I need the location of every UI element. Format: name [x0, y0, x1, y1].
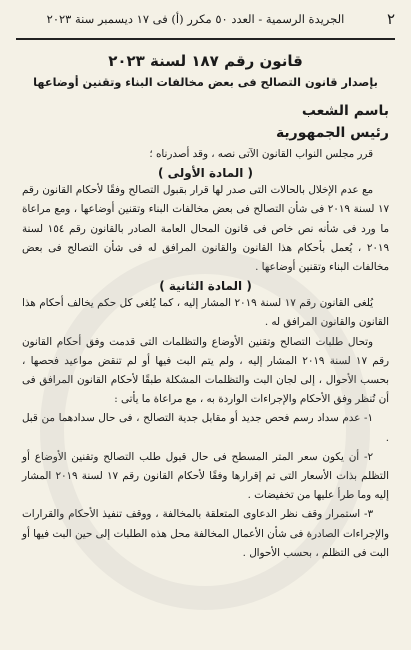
preamble: قرر مجلس النواب القانون الآتى نصه ، وقد أصدرناه ؛ — [149, 148, 373, 160]
law-subtitle: بإصدار قانون التصالح فى بعض مخالفات البناء وتقنين أوضاعها — [33, 76, 378, 89]
header-text: الجريدة الرسمية - العدد ٥٠ مكرر (أ) فى ١٧ ديسمبر سنة ٢٠٢٣ — [46, 12, 345, 26]
issuer-line-president: رئيس الجمهورية — [275, 125, 389, 141]
page-number: ٢ — [386, 10, 395, 28]
law-title: قانون رقم ١٨٧ لسنة ٢٠٢٣ — [108, 52, 303, 70]
article-2-item-2: ٢- أن يكون سعر المتر المسطح فى حال قبول طلب التصالح وتقنين الأوضاع أو التظلم بذات الأسعار التى تم إقرارها وفقًا لأحكام القانون رقم ١٧ لسنة ٢٠١٩ المشار إليه وما طرأ عليها من تخفيضات . — [22, 450, 389, 502]
article-1-heading: ( المادة الأولى ) — [157, 166, 254, 181]
article-2-item-3: ٣- استمرار وقف نظر الدعاوى المتعلقة بالمخالفة ، ووقف تنفيذ الأحكام والقرارات والإجراءات الصادرة فى شأن الأعمال المخالفة محل هذه الطلبات إلى حين البت فيها أو البت فى التظلم ، بحسب الأحوال . — [22, 508, 389, 559]
issuer-line-people: باسم الشعب — [301, 103, 389, 119]
article-2-item-1: ١- عدم سداد رسم فحص جديد أو مقابل جدية التصالح ، فى حال سدادهما من قبل . — [22, 412, 389, 444]
page-header — [16, 0, 395, 40]
article-2-paragraph: يُلغى القانون رقم ١٧ لسنة ٢٠١٩ المشار إليه ، كما يُلغى كل حكم يخالف أحكام هذا القانون والقانون المرافق له . — [22, 297, 389, 329]
article-2-heading: ( المادة الثانية ) — [159, 279, 252, 294]
article-1-paragraph: مع عدم الإخلال بالحالات التى صدر لها قرار بقبول التصالح وفقًا لأحكام القانون رقم ١٧ لسنة ٢٠١٩ فى شأن التصالح فى بعض مخالفات البناء وتقنين أوضاعها ، ومع مراعاة ما ورد فى شأنه نص خاص فى قانون المحال العامة الصادر بالقانون رقم ١٥٤ لسنة ٢٠١٩ ، يُعمل بأحكام هذا القانون والقانون المرافق له فى شأن التصالح فى بعض مخالفات البناء وتقنين أوضاعها . — [22, 184, 390, 274]
article-2-paragraph: وتحال طلبات التصالح وتقنين الأوضاع والتظلمات التى قدمت وفق أحكام القانون رقم ١٧ لسنة ٢٠١٩ المشار إليه ، ولم يتم البت فيها أو لم تنقض مواعيد فحصها ، بحسب الأحوال ، إلى لجان البت والتظلمات المشكلة طبقًا لأحكام القانون المرافق فى أن تُنظر وفق الأحكام والإجراءات الواردة به ، مع مراعاة ما يأتى : — [22, 335, 390, 406]
